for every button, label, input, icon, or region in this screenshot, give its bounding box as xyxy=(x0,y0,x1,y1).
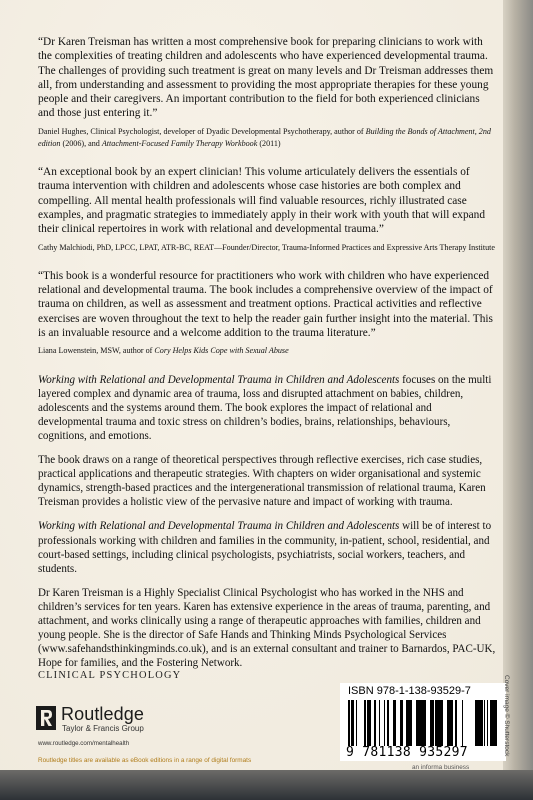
barcode-bar xyxy=(492,700,494,746)
barcode-bar xyxy=(356,700,357,746)
endorsement-quote-1: “Dr Karen Treisman has written a most comprehensive book for preparing clinicians to work with the complexities of treating children and adolescents who have experienced developmental trauma. The challenges of providing such treatment is great on many levels and Dr Treisman addresses them all, from understanding and assessment to providing the most appropriate therapies for these young people and their caregivers. An important contribution to the field for both experienced clinicians and those just entering it.” xyxy=(38,36,494,120)
paragraph-text: is a Highly Specialist Clinical Psychologist who has worked in the NHS and children’s services for ten years. Karen has extensive experience in the areas of trauma, parenting, and attachment, and works clinically using a range of therapeutic approaches with families, children and young people. She is the director of Safe Hands and Thinking Minds Psychological Services (www.safehandsthinkingminds.co.uk), and is an external consultant and trainer to Barnardos, PAC-UK, Hope for families, and the Fostering Network. xyxy=(38,586,496,670)
author-name: Dr Karen Treisman xyxy=(38,586,124,599)
barcode-bar xyxy=(430,700,433,746)
endorser-name: Daniel Hughes, xyxy=(38,126,89,136)
book-title: Building the Bonds of Attachment, 2nd edition xyxy=(38,126,491,148)
barcode-bar xyxy=(364,700,366,746)
book-title: Working with Relational and Developmental Trauma in Children and Adolescents xyxy=(38,520,400,533)
endorsement-quote-2: “An exceptional book by an expert clinician! This volume articulately delivers the essentials of trauma intervention with children and adolescents whose case histories are both complex and compelling. All mental health professionals will find valuable resources, richly illustrated case examples, and pragmatic strategies to immediately apply in their work with youth that will expand their clinical repertoires in work with relational and developmental trauma.” xyxy=(38,166,486,236)
barcode-bar xyxy=(393,700,396,746)
barcode-bar xyxy=(388,700,389,746)
description-paragraph-2: The book draws on a range of theoretical perspectives through reflective exercises, rich case studies, practical applications and therapeutic strategies. With chapters on wider organisational and systemic dynamics, strength-based practices and the intergenerational transmission of relational trauma, Karen Treisman provides a holistic view of the pervasive nature and impact of working with trauma. xyxy=(38,454,486,509)
barcode-bar xyxy=(367,700,370,746)
barcode-bar xyxy=(374,700,376,746)
barcode-bar xyxy=(417,700,420,746)
barcode-bar xyxy=(484,700,485,746)
description-paragraph-1 xyxy=(38,373,496,443)
publisher-group: Taylor & Francis Group xyxy=(62,724,144,733)
barcode-bar xyxy=(490,700,492,746)
barcode-bar xyxy=(478,700,480,746)
barcode-bar xyxy=(462,700,463,746)
attribution-text: (2011) xyxy=(257,138,281,148)
cover-edge-bottom xyxy=(0,770,533,800)
barcode-bar xyxy=(494,700,495,746)
attribution-text: Clinical Psychologist, developer of Dyadic Developmental Psychotherapy, author of xyxy=(88,126,366,136)
barcode-bar xyxy=(348,700,350,746)
barcode-bar xyxy=(495,700,497,746)
barcode-bar xyxy=(384,700,385,746)
barcode-bar xyxy=(440,700,442,746)
book-title: Cory Helps Kids Cope with Sexual Abuse xyxy=(154,346,289,356)
barcode-bar xyxy=(438,700,440,746)
author-bio xyxy=(38,586,496,671)
barcode-bar xyxy=(476,700,478,746)
cover-image-credit: Cover image © Shutterstock xyxy=(503,675,510,757)
book-title: Attachment-Focused Family Therapy Workbook xyxy=(101,138,258,148)
barcode-bar xyxy=(370,700,371,746)
barcode-bar xyxy=(480,700,483,746)
paragraph-text: will be of interest to professionals working with children and families in the community, in-patient, school, residential, and court-based settings, including clinical psychologists, psychiatrists, social workers, teachers, and students. xyxy=(38,520,492,575)
endorser-name: Cathy Malchiodi, PhD, LPCC, LPAT, ATR-BC, REAT xyxy=(38,242,215,252)
barcode-bar xyxy=(408,700,410,746)
barcode-bar xyxy=(455,700,457,746)
barcode-bar xyxy=(387,700,388,746)
attribution-text: —Founder/Director, Trauma-Informed Practices and Expressive Arts Therapy Institute xyxy=(214,242,496,252)
barcode-panel xyxy=(340,683,506,761)
barcode-bar xyxy=(452,700,453,746)
barcode-bar xyxy=(442,700,443,746)
attribution-text: (2006), and xyxy=(60,138,102,148)
barcode-bar xyxy=(437,700,438,746)
endorsement-attribution-1 xyxy=(38,126,496,150)
subject-category: CLINICAL PSYCHOLOGY xyxy=(38,670,182,681)
barcode-bar xyxy=(351,700,353,746)
barcode-bar xyxy=(423,700,426,746)
isbn: ISBN 978-1-138-93529-7 xyxy=(348,685,471,697)
publisher-website: www.routledge.com/mentalhealth xyxy=(38,740,130,747)
endorsement-attribution-3 xyxy=(38,345,496,357)
ebook-note: Routledge titles are available as eBook editions in a range of digital formats xyxy=(38,757,252,764)
description-paragraph-3 xyxy=(38,519,496,575)
paragraph-text: focuses on the multi layered complex and dynamic area of trauma, loss and disrupted attachment on babies, children, adolescents and the systems around them. The book explores the impact of relational and developmental trauma and toxic stress on children’s bodies, brains, relationships, behaviours, cognitions, and emotions. xyxy=(38,373,492,442)
cover-text xyxy=(38,35,496,680)
book-title: Working with Relational and Developmental Trauma in Children and Adolescents xyxy=(38,373,400,386)
attribution-text: author of xyxy=(120,346,155,356)
barcode-bar xyxy=(487,700,488,746)
endorsement-quote-3: “This book is a wonderful resource for practitioners who work with children who have experienced relational and developmental trauma. The book includes a comprehensive overview of the impact of trauma on children, as well as assessment and treatment options. Practical activities and reflective exercises are woven throughout the text to help the reader gain further insight into the material. This is an invaluable resource and a welcome addition to the trauma literature.” xyxy=(38,269,493,340)
endorser-name: Liana Lowenstein, MSW, xyxy=(38,346,121,356)
barcode-bar xyxy=(353,700,354,746)
barcode-bar xyxy=(400,700,403,746)
barcode-icon xyxy=(348,700,498,746)
barcode-bar xyxy=(416,700,417,746)
barcode-number: 9 781138 935297 xyxy=(346,745,468,760)
barcode-bar xyxy=(420,700,423,746)
barcode-bar xyxy=(410,700,412,746)
barcode-bar xyxy=(447,700,450,746)
barcode-bar xyxy=(450,700,452,746)
barcode-bar xyxy=(475,700,476,746)
barcode-bar xyxy=(433,700,434,746)
routledge-logo-icon xyxy=(36,706,56,730)
informa-tagline: an informa business xyxy=(412,764,470,771)
publisher-name: Routledge xyxy=(61,704,144,724)
endorsement-attribution-2 xyxy=(38,242,496,254)
barcode-bar xyxy=(406,700,408,746)
barcode-bar xyxy=(379,700,380,746)
barcode-bar xyxy=(435,700,437,746)
